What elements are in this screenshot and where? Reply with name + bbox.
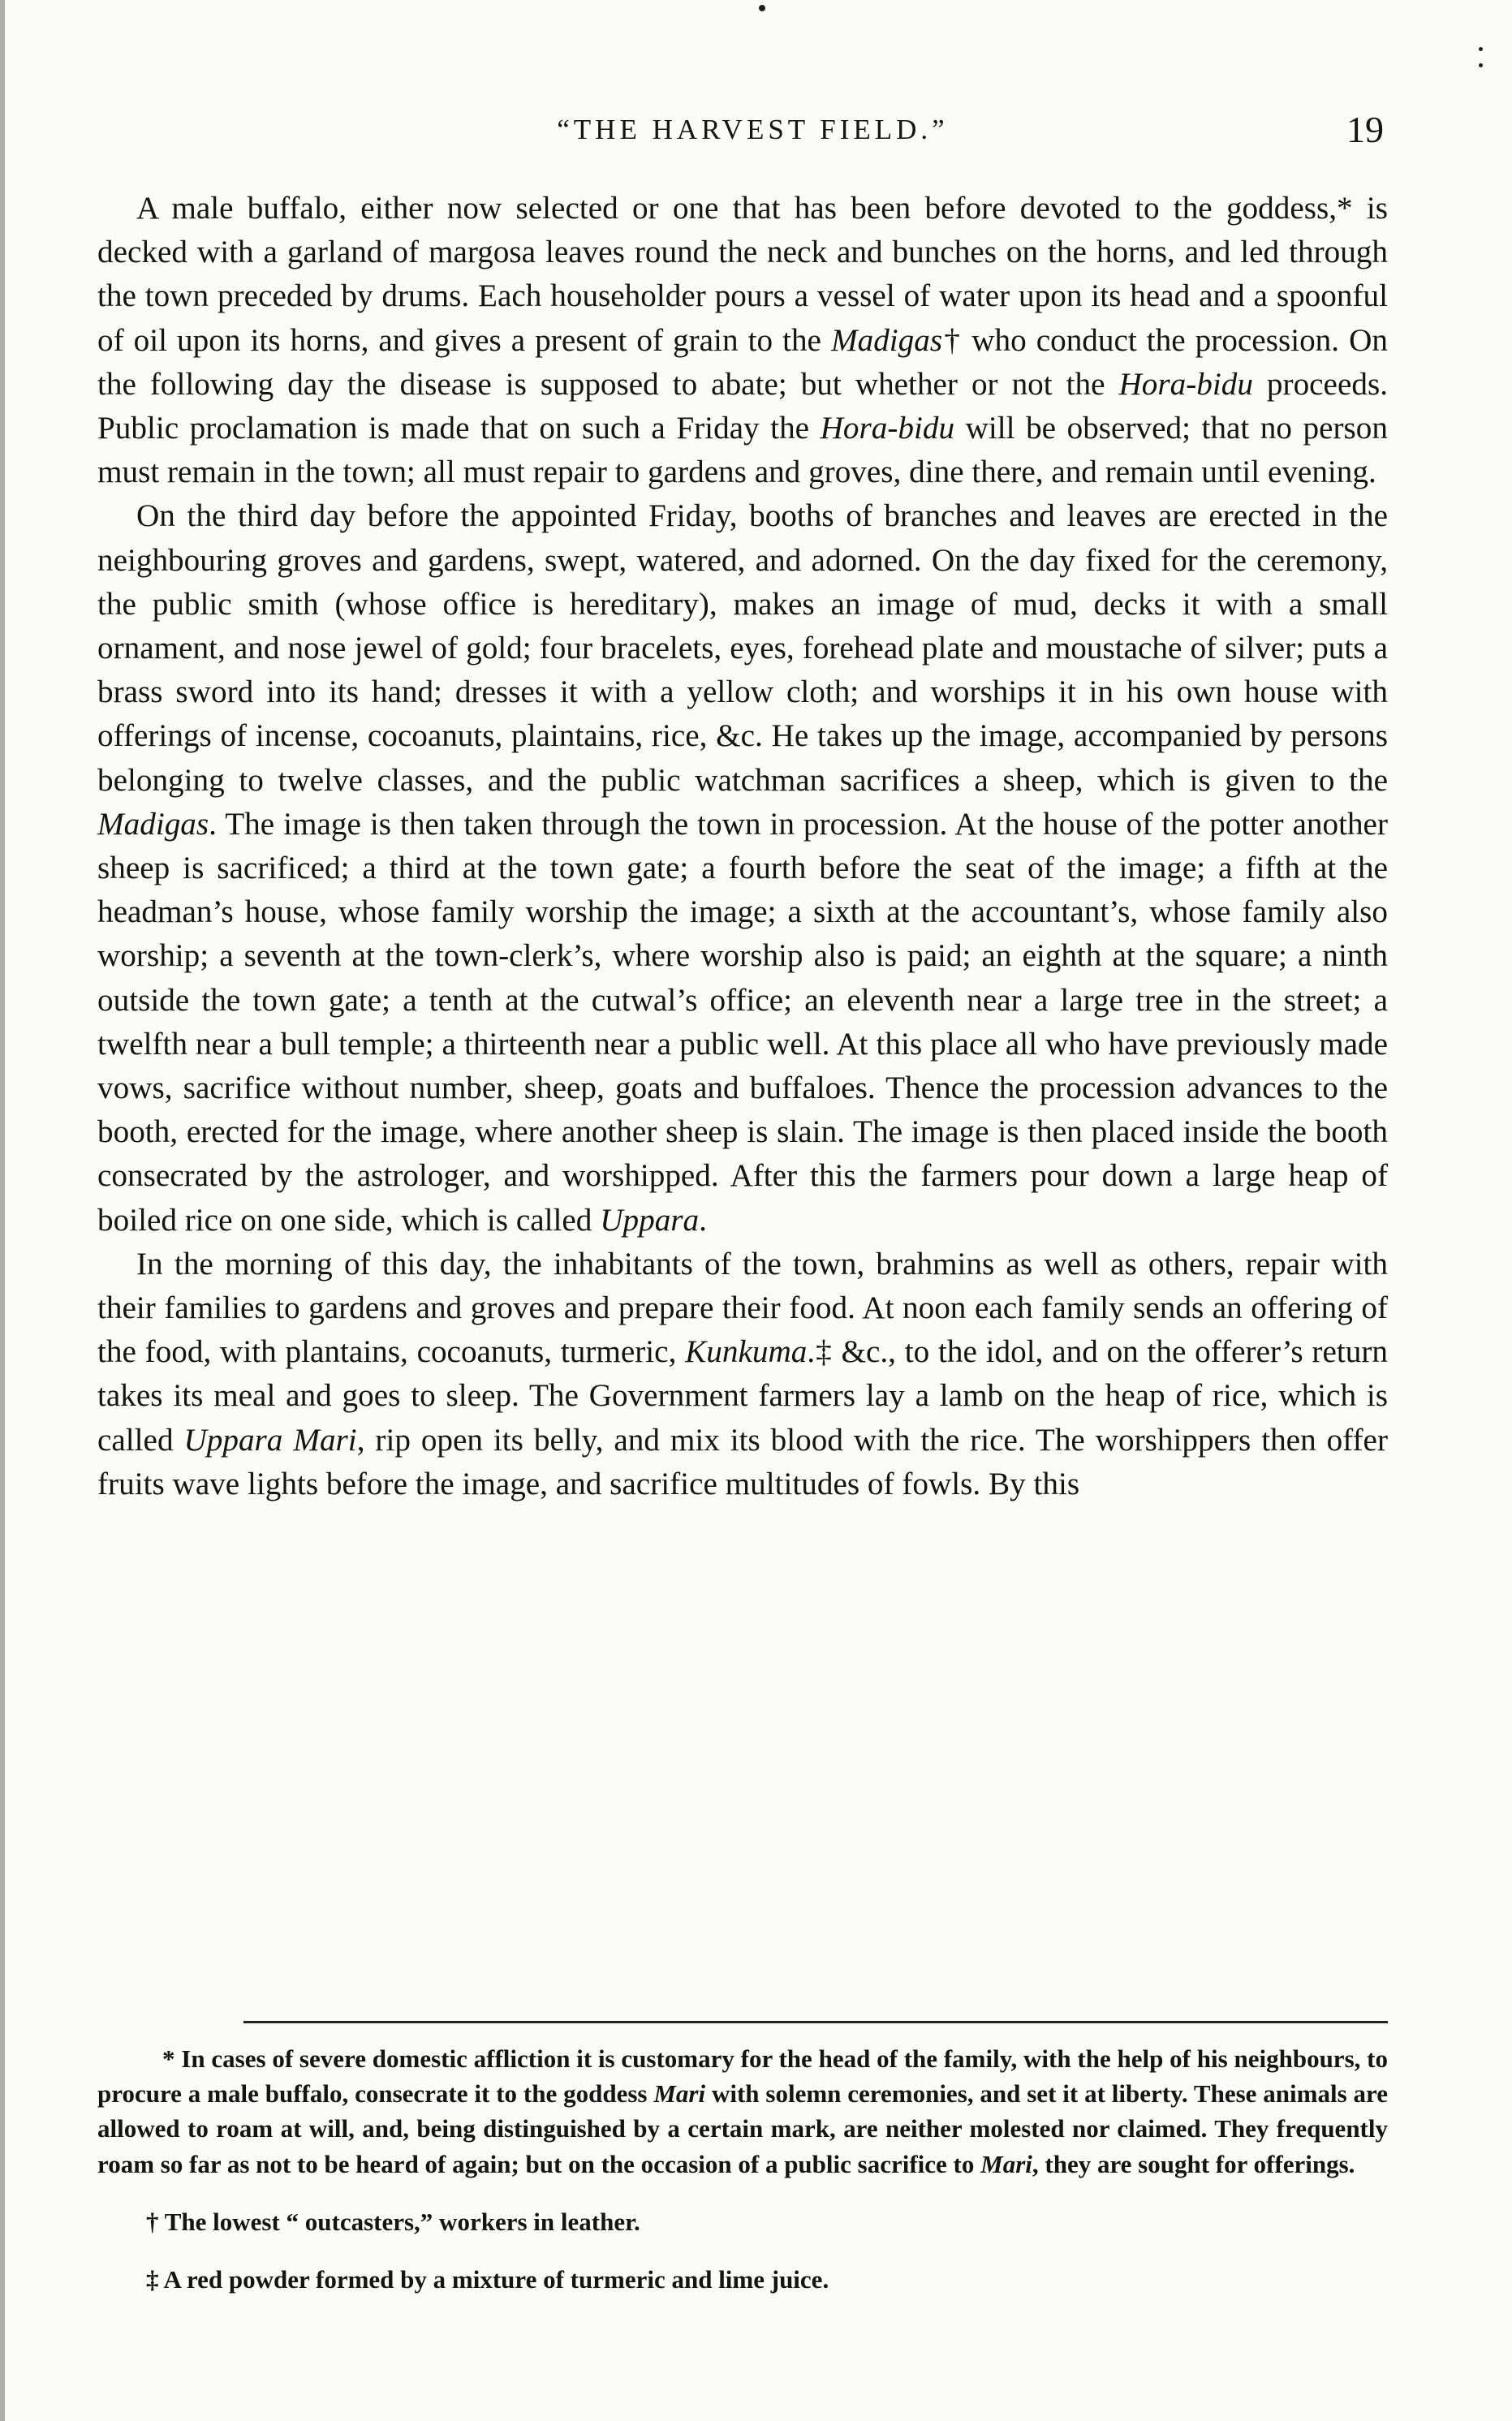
body-paragraph: A male buffalo, either now selected or one that has been before devoted to the goddess,* is decked with a garland of margosa leaves round the neck and bunches on the horns, and led through the town preceded by drums. Each householder pours a vessel of water upon its head and a spoonful of oil upon its horns, and gives a present of grain to the Madigas† who conduct the procession. On the following day the disease is supposed to abate; but whether or not the Hora-bidu proceeds. Public proclamation is made that on such a Friday the Hora-bidu will be observed; that no person must remain in the town; all must repair to gardens and groves, dine there, and remain until evening. (97, 191, 1388, 490)
italic-term: Hora-bidu (820, 411, 955, 446)
italic-term: Uppara Mari (183, 1422, 357, 1458)
italic-term: Mari (980, 2149, 1032, 2178)
page-number: 19 (1346, 109, 1384, 150)
italic-term: Hora-bidu (1118, 366, 1253, 402)
body-text (97, 187, 1388, 1506)
footnote-star: * In cases of severe domestic affliction it is customary for the head of the family, with the help of his neighbours, to procure a male buffalo, consecrate it to the goddess Mari with solemn ceremonies, and set it at liberty. These animals are allowed to roam at will, and, being distinguished by a certain mark, are neither molested nor claimed. They frequently roam so far as not to be heard of again; but on the occasion of a public sacrifice to Mari, they are sought for offerings. (97, 2044, 1388, 2178)
italic-term: Madigas (830, 322, 943, 358)
footnote-separator-rule (243, 2021, 1388, 2023)
scan-dot-mark (759, 5, 765, 11)
page-header (122, 106, 1384, 154)
italic-term: Kunkuma (685, 1334, 808, 1370)
italic-term: Uppara (600, 1202, 700, 1238)
footnote-dagger: † The lowest “ outcasters,” workers in leather. (146, 2207, 640, 2236)
running-title: “THE HARVEST FIELD.” (557, 114, 949, 145)
scan-dot-mark (1479, 63, 1483, 67)
scan-edge-mark (0, 0, 5, 2421)
footnote-double-dagger: ‡ A red powder formed by a mixture of turmeric and lime juice. (146, 2265, 829, 2294)
body-paragraph: On the third day before the appointed Friday, booths of branches and leaves are erected in the neighbouring groves and gardens, swept, watered, and adorned. On the day fixed for the ceremony, the public smith (whose office is hereditary), makes an image of mud, decks it with a small ornament, and nose jewel of gold; four bracelets, eyes, forehead plate and moustache of silver; puts a brass sword into its hand; dresses it with a yellow cloth; and worships it in his own house with offerings of incense, cocoanuts, plaintains, rice, &c. He takes up the image, accompanied by persons belonging to twelve classes, and the public watchman sacrifices a sheep, which is given to the Madigas. The image is then taken through the town in procession. At the house of the potter another sheep is sacrificed; a third at the town gate; a fourth before the seat of the image; a fifth at the headman’s house, whose family worship the image; a sixth at the accountant’s, whose family also worship; a seventh at the town-clerk’s, where worship also is paid; an eighth at the square; a ninth outside the town gate; a tenth at the cutwal’s office; an eleventh near a large tree in the street; a twelfth near a bull temple; a thirteenth near a public well. At this place all who have previously made vows, sacrifice without number, sheep, goats and buffaloes. Thence the procession advances to the booth, erected for the image, where another sheep is slain. The image is then placed inside the booth consecrated by the astrologer, and worshipped. After this the farmers pour down a large heap of boiled rice on one side, which is called Uppara. (97, 498, 1388, 1238)
scan-dot-mark (1479, 47, 1483, 51)
italic-term: Madigas (97, 806, 209, 842)
body-paragraph: In the morning of this day, the inhabitants of the town, brahmins as well as others, repair with their families to gardens and groves and prepare their food. At noon each family sends an offering of the food, with plantains, cocoanuts, turmeric, Kunkuma.‡ &c., to the idol, and on the offerer’s return takes its meal and goes to sleep. The Government farmers lay a lamb on the heap of rice, which is called Uppara Mari, rip open its belly, and mix its blood with the rice. The worshippers then offer fruits wave lights before the image, and sacrifice multitudes of fowls. By this (97, 1246, 1388, 1501)
footnotes (97, 2041, 1388, 2297)
italic-term: Mari (653, 2079, 706, 2109)
